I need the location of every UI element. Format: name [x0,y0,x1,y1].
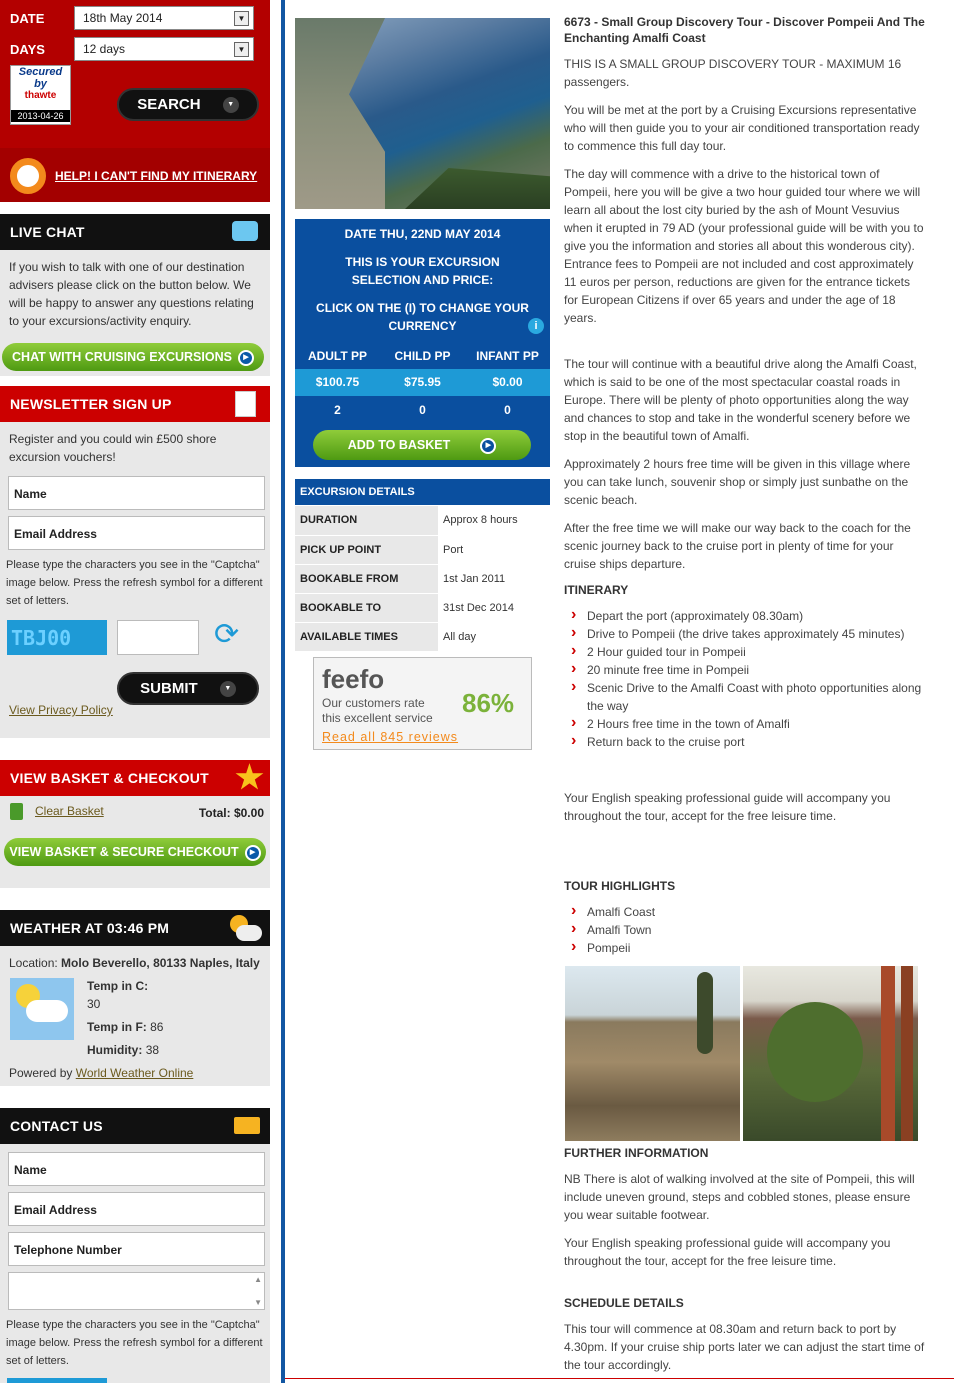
itinerary-list [564,607,926,751]
tour-para: Approximately 2 hours free time will be given in this village where you can take lunch, souvenir shop or simply just sunbathe on the scenic beach. [564,457,911,507]
date-value: 18th May 2014 [83,11,163,25]
contact-email-field[interactable]: Email Address [8,1192,265,1226]
seal-by: by [34,78,47,90]
feefo-rating: 86% [462,688,515,718]
table-row: DURATION Approx 8 hours [295,506,550,535]
table-row: AVAILABLE TIMES All day [295,622,550,651]
chevron-down-icon: ▼ [234,11,249,26]
further-text: NB There is alot of walking involved at the site of Pompeii, this will include uneven ground, steps and cobbled stones, please ensure you wear suitable footwear. [564,1172,915,1222]
days-label: DAYS [10,42,45,57]
captcha-input[interactable] [117,620,199,655]
tour-para: After the free time we will make our way back to the coach for the scenic journey back to the cruise port in plenty of time for your cruise ships departure. [564,521,911,571]
scroll-up-icon[interactable]: ▲ [254,1275,262,1284]
date-select[interactable] [74,6,254,30]
highlights-list [564,903,926,957]
adult-qty[interactable]: 2 [334,403,341,417]
chevron-down-icon: ▼ [234,42,249,57]
feefo-widget[interactable] [313,657,532,750]
document-icon [235,391,256,417]
price-row [295,369,550,396]
table-row: BOOKABLE TO 31st Dec 2014 [295,593,550,622]
tour-para: The tour will continue with a beautiful drive along the Amalfi Coast, which is said to be one of the most spectacular coastal roads in Europe. There will be plenty of photo opportunities along the way and chances to stop and take in the wonderful scenery before we stop in the beautiful town of Amalfi. [564,357,917,443]
booking-date: DATE THU, 22ND MAY 2014 [344,227,501,241]
lifebuoy-icon [10,158,46,194]
amalfi-coast-photo [295,18,550,209]
list-item: › Drive to Pompeii (the drive takes approximately 45 minutes) [564,625,926,643]
trash-icon[interactable] [10,803,23,820]
chat-bubble-icon [232,221,258,241]
days-value: 12 days [83,42,126,56]
tour-content [564,14,926,957]
clear-basket-link[interactable]: Clear Basket [35,804,104,818]
schedule-text: This tour will commence at 08.30am and return back to port by 4.30pm. If your cruise ship ports later we can adjust the start time of the tour accordingly. [564,1322,925,1372]
infant-price: $0.00 [492,375,523,389]
contact-captcha-help: Please type the characters you see in the "Captcha" image below. Press the refresh symbol for a different set of letters. [6,1319,263,1367]
highlights-heading: TOUR HIGHLIGHTS [564,879,676,893]
thawte-seal[interactable] [10,65,71,125]
infant-qty[interactable]: 0 [504,403,511,417]
infant-header: INFANT PP [476,349,539,363]
search-button[interactable]: SEARCH ▼ [117,88,259,121]
captcha-image: TBJ00 [7,620,107,655]
newsletter-header: NEWSLETTER SIGN UP [0,386,270,422]
date-label: DATE [10,11,45,26]
refresh-icon[interactable]: ⟳ [214,618,240,651]
basket-panel [0,796,270,888]
seal-brand: thawte [24,90,57,101]
price-headers [295,347,550,369]
itinerary-heading: ITINERARY [564,583,629,597]
weather-sunny-cloud-icon [10,978,74,1040]
currency-help: CLICK ON THE (I) TO CHANGE YOUR CURRENCY [316,301,529,333]
newsletter-text: Register and you could win £500 shore excursion vouchers! [9,432,217,464]
chevron-right-icon: ▼ [223,97,239,113]
booking-panel [295,219,550,467]
seal-date: 2013-04-26 [11,110,70,122]
details-table [295,506,550,652]
chevron-right-icon: ▼ [220,681,236,697]
list-item: › Scenic Drive to the Amalfi Coast with photo opportunities along the way [564,679,926,715]
child-price: $75.95 [404,375,441,389]
contact-panel [0,1144,270,1383]
help-bar [0,148,270,202]
details-header: EXCURSION DETAILS [295,479,550,505]
list-item: › 20 minute free time in Pompeii [564,661,926,679]
tour-title: 6673 - Small Group Discovery Tour - Discover Pompeii And The Enchanting Amalfi Coast [564,15,925,45]
bottom-rule [285,1378,954,1379]
contact-message-field[interactable] [8,1272,265,1310]
table-row: PICK UP POINT Port [295,535,550,564]
secure-checkout-button[interactable]: VIEW BASKET & SECURE CHECKOUT ▶ [4,838,266,866]
pompeii-garden-photo [743,966,918,1141]
contact-captcha-image [7,1378,107,1383]
adult-header: ADULT PP [307,349,368,363]
feefo-text: Our customers rate this excellent service [322,696,433,725]
tour-para: The day will commence with a drive to the historical town of Pompeii, here you will be give a two hour guided tour where we will learn all about the lost city buried by the ash of Mount Vesuvius when it erupted in 79 AD (your professional guide will be with you to give you the information and stories all about this wonderous city). Entrance fees to Pompeii are not included and cost approximately 11 euros per person, reductions are given for the entrance tickets for European Citizens if over 65 years and under the age of 18 years. [564,167,924,325]
search-panel [0,0,270,148]
temp-c-label: Temp in C: [87,979,149,993]
list-item: › Depart the port (approximately 08.30am) [564,607,926,625]
schedule-heading: SCHEDULE DETAILS [564,1296,684,1310]
guide-note: Your English speaking professional guide will accompany you throughout the tour, accept for the free leisure time. [564,791,891,823]
list-item: › Amalfi Coast [564,903,926,921]
add-to-basket-button[interactable]: ADD TO BASKET ▶ [313,430,531,460]
privacy-link[interactable]: View Privacy Policy [9,703,113,717]
weather-header: WEATHER AT 03:46 PM [0,910,270,946]
adult-price: $100.75 [315,375,360,389]
basket-header: VIEW BASKET & CHECKOUT ★ [0,760,270,796]
pompeii-ruins-photo [565,966,740,1141]
days-select[interactable] [74,37,254,61]
tour-para: THIS IS A SMALL GROUP DISCOVERY TOUR - MAXIMUM 16 passengers. [564,57,902,89]
chevron-right-icon: ▶ [245,845,261,861]
chevron-right-icon: ▶ [238,350,254,366]
quantity-row [295,399,550,421]
weather-link[interactable]: World Weather Online [75,1066,194,1080]
newsletter-email-field[interactable]: Email Address [8,516,265,550]
captcha-help: Please type the characters you see in the "Captcha" image below. Press the refresh symbol for a different set of letters. [6,559,263,607]
contact-name-field[interactable]: Name [8,1152,265,1186]
submit-button[interactable]: SUBMIT ▼ [117,672,259,705]
help-link[interactable]: HELP! I CAN'T FIND MY ITINERARY [55,169,258,183]
temp-f: Temp in F: 86 [87,1020,164,1034]
seal-secured: Secured [18,66,63,78]
chat-button[interactable]: CHAT WITH CRUISING EXCURSIONS ▶ [2,343,264,371]
live-chat-text: If you wish to talk with one of our destination advisers please click on the button below. We will be happy to answer any questions relating to your excursions/activity enquiry. [9,260,254,328]
weather-panel [0,946,270,1086]
feefo-reviews-link[interactable]: Read all 845 reviews [322,730,459,744]
humidity: Humidity: 38 [87,1043,160,1057]
basket-total: Total: $0.00 [198,806,264,820]
scroll-down-icon[interactable]: ▼ [254,1298,262,1307]
column-divider [281,0,285,1383]
newsletter-name-field[interactable]: Name [8,476,265,510]
booking-selection: THIS IS YOUR EXCURSION SELECTION AND PRICE: [345,255,500,287]
info-icon[interactable]: i [528,318,544,334]
tour-para: You will be met at the port by a Cruising Excursions representative who will then guide you to your air conditioned transportation ready to commence this full day tour. [564,103,920,153]
table-row: BOOKABLE FROM 1st Jan 2011 [295,564,550,593]
list-item: › Return back to the cruise port [564,733,926,751]
weather-location: Location: Molo Beverello, 80133 Naples, Italy [9,956,260,970]
feefo-logo: feefo [322,664,385,694]
contact-header: CONTACT US [0,1108,270,1144]
sidebar [0,0,270,1383]
weather-powered: Powered by World Weather Online [9,1066,194,1080]
guide-note-2: Your English speaking professional guide will accompany you throughout the tour, accept for the free leisure time. [564,1236,891,1268]
weather-partly-cloudy-icon [228,913,262,943]
child-header: CHILD PP [394,349,451,363]
further-section [564,1146,926,1374]
further-heading: FURTHER INFORMATION [564,1146,709,1160]
live-chat-header: LIVE CHAT [0,214,270,250]
list-item: › 2 Hour guided tour in Pompeii [564,643,926,661]
contact-phone-field[interactable]: Telephone Number [8,1232,265,1266]
envelope-icon [234,1117,260,1134]
live-chat-panel [0,250,270,376]
temp-c-value: 30 [87,997,101,1011]
list-item: › Pompeii [564,939,926,957]
newsletter-panel [0,422,270,738]
list-item: › 2 Hours free time in the town of Amalfi [564,715,926,733]
list-item: › Amalfi Town [564,921,926,939]
chevron-right-icon: ▶ [480,438,496,454]
star-icon: ★ [235,759,264,795]
child-qty[interactable]: 0 [419,403,426,417]
